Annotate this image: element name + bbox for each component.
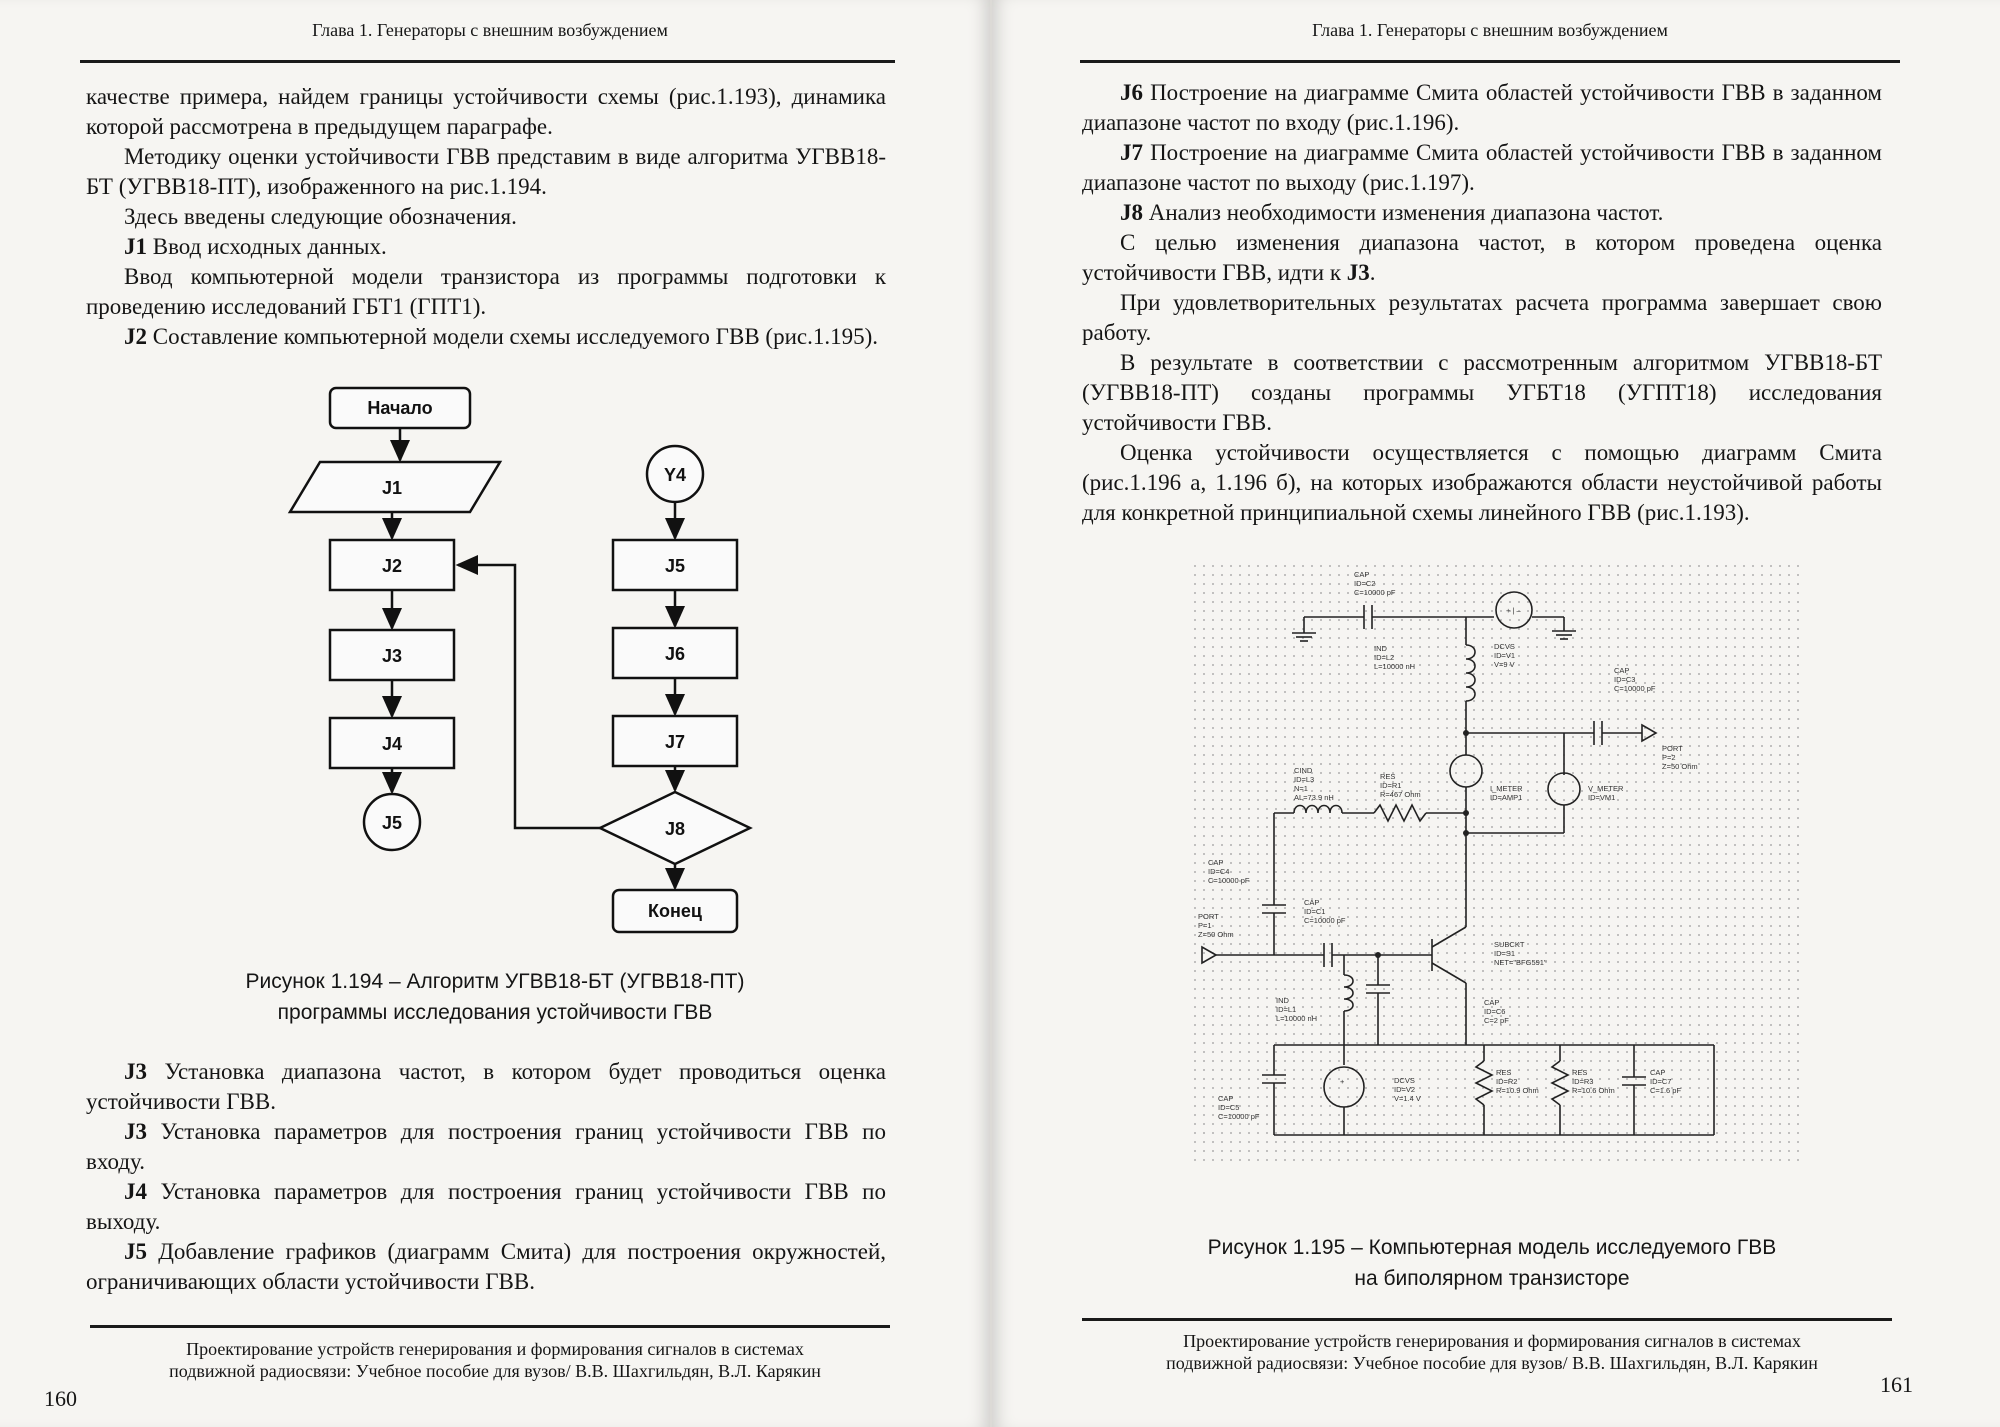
svg-text:Z=50 Ohm: Z=50 Ohm: [1662, 762, 1698, 771]
paragraph: [1082, 228, 1882, 288]
paragraph: Здесь введены следующие обозначения.: [124, 204, 517, 229]
svg-text:IND: IND: [1276, 996, 1289, 1005]
left-figure-caption: [100, 966, 890, 1028]
svg-text:RES: RES: [1380, 772, 1396, 781]
svg-text:ID=VM1: ID=VM1: [1588, 793, 1616, 802]
step-j3b: [86, 1117, 886, 1177]
caption-line: программы исследования устойчивости ГВВ: [277, 1001, 713, 1024]
left-text-bottom: [86, 1057, 886, 1297]
svg-text:CAP: CAP: [1208, 858, 1224, 867]
svg-text:ID=R1: ID=R1: [1380, 781, 1402, 790]
paragraph-text: С целью изменения диапазона частот, в котором проведена оценка устойчивости ГВВ, идти к: [1082, 230, 1882, 285]
svg-text:IND: IND: [1374, 644, 1387, 653]
left-page: [0, 0, 990, 1427]
svg-text:ID=L1: ID=L1: [1276, 1005, 1297, 1014]
step-text: Составление компьютерной модели схемы исследуемого ГВВ (рис.1.195).: [147, 324, 878, 349]
step-label: J3: [124, 1119, 147, 1144]
paragraph-end: .: [1369, 260, 1376, 285]
svg-text:C=2 pF: C=2 pF: [1484, 1016, 1509, 1025]
caption-line: Рисунок 1.195 – Компьютерная модель исследуемого ГВВ: [1207, 1236, 1777, 1259]
svg-text:+ | –: + | –: [1506, 606, 1521, 615]
paragraph: качестве примера, найдем границы устойчивости схемы (рис.1.193), динамика которой рассмотрена в предыдущем параграфе.: [86, 84, 886, 139]
svg-text:CAP: CAP: [1650, 1068, 1666, 1077]
step-text: Добавление графиков (диаграмм Смита) для построения окружностей, ограничивающих области устойчивости ГВВ.: [86, 1239, 886, 1294]
step-text: Установка параметров для построения границ устойчивости ГВВ по входу.: [86, 1119, 886, 1174]
footer-line: подвижной радиосвязи: Учебное пособие для вузов/ В.В. Шахгильдян, В.Л. Карякин: [1166, 1353, 1818, 1373]
svg-text:C=10000 pF: C=10000 pF: [1354, 588, 1396, 597]
flowchart-j3-label: J3: [381, 646, 403, 666]
svg-text:ID=C2: ID=C2: [1354, 579, 1376, 588]
left-footer-rule: [90, 1325, 890, 1328]
right-figure-caption: [1092, 1232, 1892, 1294]
step-label: J5: [124, 1239, 147, 1264]
left-header-rule: [80, 60, 895, 63]
step-label: J7: [1120, 140, 1143, 165]
svg-text:NET="BFG591": NET="BFG591": [1494, 958, 1547, 967]
step-j1: [86, 232, 886, 262]
left-footer: [100, 1338, 890, 1382]
svg-text:DCVS: DCVS: [1494, 642, 1515, 651]
svg-text:AL=73.9 nH: AL=73.9 nH: [1294, 793, 1334, 802]
svg-text:ID=C5: ID=C5: [1218, 1103, 1240, 1112]
svg-text:V_METER: V_METER: [1588, 784, 1624, 793]
label-dcvs-v1: [1494, 642, 1515, 669]
svg-text:PORT: PORT: [1198, 912, 1219, 921]
svg-text:ID=C4: ID=C4: [1208, 867, 1230, 876]
svg-text:ID=R3: ID=R3: [1572, 1077, 1594, 1086]
svg-text:ID=C1: ID=C1: [1304, 907, 1326, 916]
svg-text:R=10.9 Ohm: R=10.9 Ohm: [1496, 1086, 1539, 1095]
svg-text:RES: RES: [1572, 1068, 1588, 1077]
svg-text:V=9 V: V=9 V: [1494, 660, 1515, 669]
flowchart-end-label: Конец: [648, 901, 702, 921]
svg-text:ID=S1: ID=S1: [1494, 949, 1516, 958]
left-page-number: 160: [44, 1386, 77, 1411]
left-text-top: [86, 82, 886, 352]
svg-text:ID=AMP1: ID=AMP1: [1490, 793, 1523, 802]
label-i-meter: [1490, 784, 1523, 802]
paragraph: Оценка устойчивости осуществляется с помощью диаграмм Смита (рис.1.196 а, 1.196 б), на которых изображаются области неустойчивой работы для конкретной принципиальной схемы линейного ГВВ (рис.1.193).: [1082, 440, 1882, 525]
svg-text:ID=R2: ID=R2: [1496, 1077, 1518, 1086]
step-j5: [86, 1237, 886, 1297]
step-text: Установка параметров для построения границ устойчивости ГВВ по выходу.: [86, 1179, 886, 1234]
step-text: Ввод исходных данных.: [147, 234, 387, 259]
svg-text:C=10000 pF: C=10000 pF: [1614, 684, 1656, 693]
svg-text:RES: RES: [1496, 1068, 1512, 1077]
svg-text:N=1: N=1: [1294, 784, 1308, 793]
right-footer-rule: [1082, 1318, 1892, 1321]
footer-line: Проектирование устройств генерирования и формирования сигналов в системах: [1183, 1331, 1801, 1351]
step-j3a: [86, 1057, 886, 1117]
paragraph: При удовлетворительных результатах расчета программа завершает свою работу.: [1082, 290, 1882, 345]
svg-text:R=467 Ohm: R=467 Ohm: [1380, 790, 1421, 799]
svg-text:+: +: [1340, 1077, 1345, 1086]
svg-text:ID=V2: ID=V2: [1394, 1085, 1416, 1094]
step-text: Анализ необходимости изменения диапазона частот.: [1143, 200, 1664, 225]
step-j6: [1082, 78, 1882, 138]
flowchart-j1-label: J1: [381, 478, 403, 498]
right-running-header: Глава 1. Генераторы с внешним возбуждением: [1312, 20, 1668, 40]
step-label: J4: [124, 1179, 147, 1204]
step-text: Построение на диаграмме Смита областей устойчивости ГВВ в заданном диапазоне частот по выходу (рис.1.197).: [1082, 140, 1882, 195]
right-text-top: [1082, 78, 1882, 528]
flowchart-j6-label: J6: [664, 644, 686, 664]
svg-text:CAP: CAP: [1304, 898, 1320, 907]
caption-line: на биполярном транзисторе: [1354, 1267, 1630, 1290]
svg-text:CAP: CAP: [1354, 570, 1370, 579]
flowchart-j2-label: J2: [381, 556, 403, 576]
flowchart-y4-label: Y4: [663, 465, 687, 485]
svg-text:L=10000 nH: L=10000 nH: [1374, 662, 1416, 671]
svg-text:P=1: P=1: [1198, 921, 1212, 930]
svg-text:CAP: CAP: [1484, 998, 1500, 1007]
flowchart-figure: [280, 380, 760, 940]
svg-text:V=1.4 V: V=1.4 V: [1394, 1094, 1421, 1103]
svg-text:I_METER: I_METER: [1490, 784, 1523, 793]
step-label: J3: [1346, 260, 1370, 285]
paragraph: Ввод компьютерной модели транзистора из программы подготовки к проведению исследований ГБТ1 (ГПТ1).: [86, 264, 886, 319]
paragraph: В результате в соответствии с рассмотренным алгоритмом УГВВ18-БТ (УГВВ18-ПТ) созданы программы УГБТ18 (УГПТ18) исследования устойчивости ГВВ.: [1082, 350, 1882, 435]
flowchart-j8-label: J8: [664, 819, 686, 839]
step-label: J3: [124, 1059, 147, 1084]
svg-text:C=10000 pF: C=10000 pF: [1304, 916, 1346, 925]
svg-text:L=10000 nH: L=10000 nH: [1276, 1014, 1318, 1023]
svg-text:CIND: CIND: [1294, 766, 1313, 775]
step-label: J2: [124, 324, 147, 349]
svg-text:ID=L3: ID=L3: [1294, 775, 1315, 784]
step-text: Установка диапазона частот, в котором будет проводиться оценка устойчивости ГВВ.: [86, 1059, 886, 1114]
svg-text:SUBCKT: SUBCKT: [1494, 940, 1525, 949]
flowchart-j4-label: J4: [381, 734, 403, 754]
svg-text:DCVS: DCVS: [1394, 1076, 1415, 1085]
flowchart-j5-label: J5: [664, 556, 686, 576]
step-label: J8: [1120, 200, 1143, 225]
svg-text:CAP: CAP: [1614, 666, 1630, 675]
svg-text:ID=V1: ID=V1: [1494, 651, 1516, 660]
svg-text:ID=C3: ID=C3: [1614, 675, 1636, 684]
step-label: J1: [124, 234, 147, 259]
right-header-rule: [1080, 60, 1900, 63]
svg-text:C=10000 pF: C=10000 pF: [1218, 1112, 1260, 1121]
caption-line: Рисунок 1.194 – Алгоритм УГВВ18-БТ (УГВВ18-ПТ): [245, 970, 745, 993]
step-j7: [1082, 138, 1882, 198]
step-label: J6: [1120, 80, 1143, 105]
right-page: [992, 0, 2000, 1427]
flowchart-j7-label: J7: [664, 732, 686, 752]
paragraph: Методику оценки устойчивости ГВВ представим в виде алгоритма УГВВ18-БТ (УГВВ18-ПТ), изображенного на рис.1.194.: [86, 144, 886, 199]
right-footer: [1092, 1330, 1892, 1374]
svg-text:PORT: PORT: [1662, 744, 1683, 753]
circuit-schematic-figure: [1194, 565, 1804, 1165]
svg-text:ID=C7: ID=C7: [1650, 1077, 1672, 1086]
step-text: Построение на диаграмме Смита областей устойчивости ГВВ в заданном диапазоне частот по входу (рис.1.196).: [1082, 80, 1882, 135]
right-page-number: 161: [1880, 1372, 1913, 1397]
svg-text:ID=L2: ID=L2: [1374, 653, 1395, 662]
footer-line: Проектирование устройств генерирования и формирования сигналов в системах: [186, 1339, 804, 1359]
step-j2: [86, 322, 886, 352]
junction-dot: [1463, 810, 1469, 816]
svg-text:Z=50 Ohm: Z=50 Ohm: [1198, 930, 1234, 939]
svg-text:C=1.6 pF: C=1.6 pF: [1650, 1086, 1682, 1095]
footer-line: подвижной радиосвязи: Учебное пособие для вузов/ В.В. Шахгильдян, В.Л. Карякин: [169, 1361, 821, 1381]
flowchart-start-label: Начало: [367, 398, 433, 418]
svg-text:CAP: CAP: [1218, 1094, 1234, 1103]
flowchart-j5-connector-label: J5: [381, 813, 403, 833]
svg-text:C=10000 pF: C=10000 pF: [1208, 876, 1250, 885]
svg-text:P=2: P=2: [1662, 753, 1676, 762]
flowchart-loop-back: [458, 565, 600, 828]
step-j8: [1082, 198, 1882, 228]
svg-text:R=10.6 Ohm: R=10.6 Ohm: [1572, 1086, 1615, 1095]
left-running-header: Глава 1. Генераторы с внешним возбуждением: [312, 20, 668, 40]
step-j4: [86, 1177, 886, 1237]
svg-text:ID=C6: ID=C6: [1484, 1007, 1506, 1016]
